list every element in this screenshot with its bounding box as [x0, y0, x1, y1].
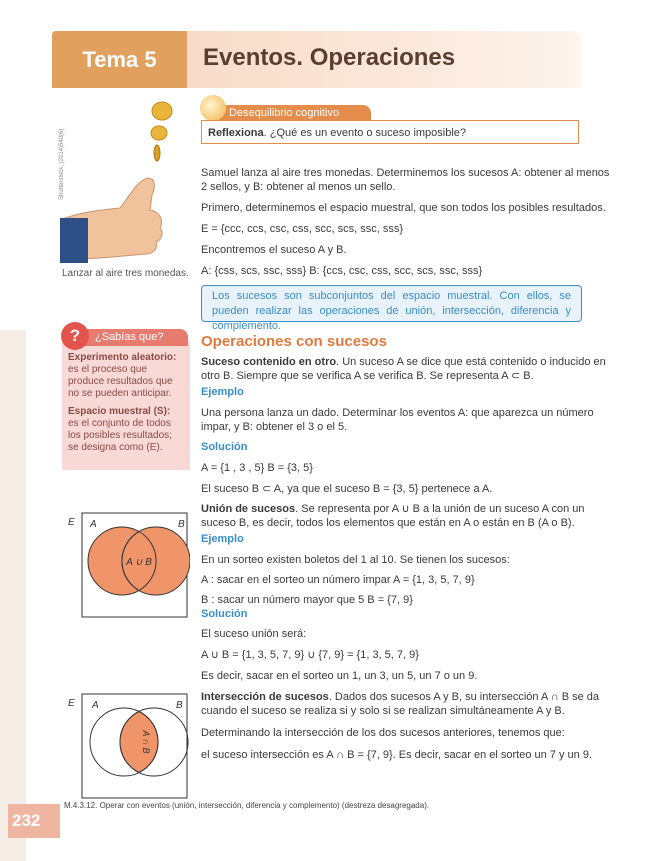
question-mark-icon: ? — [61, 322, 89, 350]
ejemplo-label: Ejemplo — [201, 386, 244, 398]
solucion-line: El suceso unión será: — [201, 628, 307, 640]
intro-line: 2 sellos, y B: obtener al menos un sello. — [201, 181, 396, 193]
reflexiona-text: . ¿Qué es un evento o suceso imposible? — [263, 127, 467, 139]
interseccion-line: el suceso intersección es A ∩ B = {7, 9}. Es decir, sacar en el sorteo un 7 y un 9. — [201, 749, 592, 761]
coin-icon — [151, 126, 167, 140]
label-b: B — [176, 700, 183, 711]
reflexiona-bold: Reflexiona — [208, 127, 264, 139]
union-line: suceso B, es decir, todos los elementos que están en A o están en B (A o B). — [201, 517, 575, 529]
solucion-label: Solución — [201, 441, 248, 453]
intro-line: Primero, determinemos el espacio muestral, que son todos los posibles resultados. — [201, 202, 606, 214]
desequilibrio-label: Desequilibrio cognitivo — [215, 105, 371, 121]
footer-note: M.4.3.12. Operar con eventos (unión, intersección, diferencia y complemento) (destreza desagregada). — [64, 801, 430, 810]
exp-line: produce resultados que — [68, 376, 173, 387]
center-label: A ∩ B — [141, 730, 151, 754]
center-label: A ∪ B — [126, 557, 152, 568]
sabias-content — [68, 352, 188, 454]
intro-line: Samuel lanza al aire tres monedas. Determinemos los sucesos A: obtener al menos — [201, 167, 610, 179]
coin-icon — [154, 145, 160, 161]
ejemplo-label: Ejemplo — [201, 533, 244, 545]
sleeve-icon — [60, 218, 88, 263]
solucion-line: A = {1 , 3 , 5} B = {3, 5} — [201, 462, 313, 474]
page-number: 232 — [8, 804, 60, 838]
esp-line: es el conjunto de todos — [68, 418, 171, 429]
union-title: Unión de sucesos — [201, 503, 296, 515]
union-line: . Se representa por A ∪ B a la unión de un suceso A con un — [295, 503, 585, 515]
ejemplo-line: A : sacar en el sorteo un número impar A = {1, 3, 5, 7, 9} — [201, 574, 475, 586]
coin-toss-photo — [60, 100, 190, 265]
ejemplo-line: impar, y B: obtener el 3 o el 5. — [201, 421, 348, 433]
label-a: A — [92, 700, 99, 711]
ejemplo-line: En un sorteo existen boletos del 1 al 10. Se tienen los sucesos: — [201, 554, 510, 566]
contenido-line: . Un suceso A se dice que está contenido o inducido en — [336, 356, 606, 368]
solucion-line: Es decir, sacar en el sorteo un 1, un 3, un 5, un 7 o un 9. — [201, 670, 478, 682]
intro-line: Encontremos el suceso A y B. — [201, 244, 347, 256]
intro-block — [201, 166, 610, 278]
interseccion-line: Determinando la intersección de los dos sucesos anteriores, tenemos que: — [201, 727, 565, 739]
label-e: E — [68, 517, 75, 528]
interseccion-title: Intersección de sucesos — [201, 691, 329, 703]
photo-credit: Shutterstock, (2014)540(6) — [59, 128, 65, 200]
venn-union — [62, 511, 190, 619]
definition-box: Los sucesos son subconjuntos del espacio muestral. Con ellos, se pueden realizar las operaciones de unión, intersección, diferencia y complemento. — [201, 285, 582, 322]
photo-caption: Lanzar al aire tres monedas. — [62, 268, 189, 279]
reflexiona-box — [201, 120, 579, 144]
lightbulb-icon — [200, 95, 226, 121]
esp-line: se designa como (E). — [68, 442, 163, 453]
exp-title: Experimento aleatorio: — [68, 352, 177, 363]
solucion-line: A ∪ B = {1, 3, 5, 7, 9} ∪ {7, 9} = {1, 3, 5, 7, 9} — [201, 649, 419, 661]
label-b: B — [178, 519, 185, 530]
ejemplo-line: Una persona lanza un dado. Determinar los eventos A: que aparezca un número — [201, 407, 594, 419]
label-a: A — [90, 519, 97, 530]
sabias-label: ¿Sabías que? — [70, 329, 188, 346]
contenido-title: Suceso contenido en otro — [201, 356, 337, 368]
contenido-line: otro B. Siempre que se verifica A se verifica B. Se representa A ⊂ B. — [201, 370, 534, 382]
venn-interseccion — [62, 692, 190, 800]
solucion-line: El suceso B ⊂ A, ya que el suceso B = {3, 5} pertenece a A. — [201, 483, 493, 495]
side-band — [0, 330, 26, 861]
section-title: Operaciones con sucesos — [201, 333, 387, 350]
label-e: E — [68, 698, 75, 709]
esp-title: Espacio muestral (S): — [68, 406, 171, 417]
esp-line: los posibles resultados; — [68, 430, 172, 441]
exp-line: es el proceso que — [68, 364, 147, 375]
tema-badge: Tema 5 — [52, 31, 187, 88]
intro-line: A: {css, scs, ssc, sss} B: {ccs, csc, css, scc, scs, ssc, sss} — [201, 265, 483, 277]
coin-icon — [152, 102, 172, 120]
interseccion-block — [201, 690, 600, 762]
union-block — [201, 502, 586, 683]
page-title: Eventos. Operaciones — [203, 44, 456, 71]
intro-line: E = {ccc, ccs, csc, css, scc, scs, ssc, sss} — [201, 223, 404, 235]
solucion-label: Solución — [201, 608, 248, 620]
interseccion-line: cuando el suceso se realiza si y solo si se realizan simultáneamente A y B. — [201, 705, 565, 717]
interseccion-line: . Dados dos sucesos A y B, su intersección A ∩ B se da — [328, 691, 600, 703]
ejemplo-line: B : sacar un número mayor que 5 B = {7, 9} — [201, 594, 413, 606]
contenido-block — [201, 355, 606, 496]
exp-line: no se pueden anticipar. — [68, 388, 172, 399]
